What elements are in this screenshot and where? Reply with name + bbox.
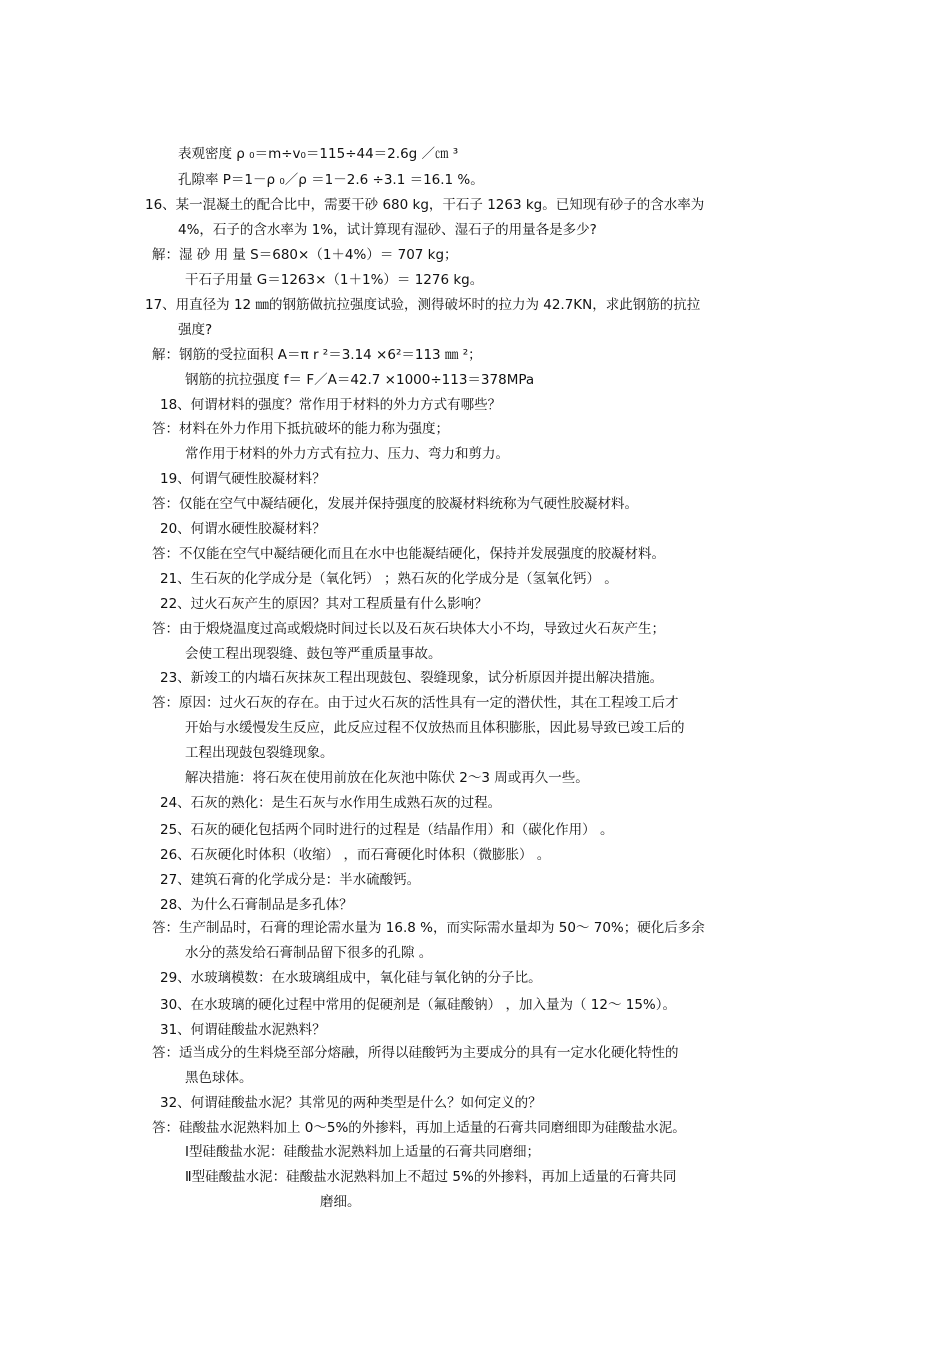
question-line: 31、何谓硅酸盐水泥熟料？ xyxy=(160,1022,326,1038)
answer-line: 答：原因：过火石灰的存在。由于过火石灰的活性具有一定的潜伏性，其在工程竣工后才 xyxy=(152,695,679,711)
text-line: 孔隙率 P＝1－ρ ₀／ρ ＝1－2.6 ÷3.1 ＝16.1 %。 xyxy=(178,172,484,188)
question-line: 30、在水玻璃的硬化过程中常用的促硬剂是（氟硅酸钠） ，加入量为（ 12～ 15%）。 xyxy=(160,997,676,1013)
question-line: 22、过火石灰产生的原因？其对工程质量有什么影响？ xyxy=(160,596,488,612)
question-line: 25、石灰的硬化包括两个同时进行的过程是（结晶作用）和（碳化作用） 。 xyxy=(160,822,614,838)
answer-line: Ⅰ型硅酸盐水泥：硅酸盐水泥熟料加上适量的石膏共同磨细； xyxy=(185,1144,540,1160)
answer-line: 会使工程出现裂缝、鼓包等严重质量事故。 xyxy=(185,646,442,662)
answer-line: 黑色球体。 xyxy=(185,1070,253,1086)
question-line: 28、为什么石膏制品是多孔体？ xyxy=(160,897,353,913)
answer-line: Ⅱ型硅酸盐水泥：硅酸盐水泥熟料加上不超过 5%的外掺料，再加上适量的石膏共同 xyxy=(185,1169,677,1185)
answer-line: 答：仅能在空气中凝结硬化，发展并保持强度的胶凝材料统称为气硬性胶凝材料。 xyxy=(152,496,638,512)
answer-line: 磨细。 xyxy=(320,1194,361,1210)
answer-line: 解决措施：将石灰在使用前放在化灰池中陈伏 2～3 周或再久一些。 xyxy=(185,770,589,786)
answer-line: 水分的蒸发给石膏制品留下很多的孔隙 。 xyxy=(185,945,433,961)
answer-line: 工程出现鼓包裂缝现象。 xyxy=(185,745,334,761)
answer-line: 开始与水缓慢发生反应，此反应过程不仅放热而且体积膨胀，因此易导致已竣工后的 xyxy=(185,720,685,736)
question-line: 23、新竣工的内墙石灰抹灰工程出现鼓包、裂缝现象，试分析原因并提出解决措施。 xyxy=(160,670,664,686)
answer-line: 答：硅酸盐水泥熟料加上 0～5%的外掺料，再加上适量的石膏共同磨细即为硅酸盐水泥。 xyxy=(152,1120,686,1136)
question-line: 24、石灰的熟化：是生石灰与水作用生成熟石灰的过程。 xyxy=(160,795,502,811)
question-line: 强度? xyxy=(178,322,213,338)
answer-line: 答：由于煅烧温度过高或煅烧时间过长以及石灰石块体大小不均，导致过火石灰产生； xyxy=(152,621,665,637)
question-line: 29、水玻璃模数：在水玻璃组成中，氧化硅与氧化钠的分子比。 xyxy=(160,970,542,986)
question-line: 20、何谓水硬性胶凝材料？ xyxy=(160,521,326,537)
question-line: 19、何谓气硬性胶凝材料？ xyxy=(160,471,326,487)
question-line: 16、某一混凝土的配合比中，需要干砂 680 kg，干石子 1263 kg。已知现有砂子的含水率为 xyxy=(145,197,705,213)
answer-line: 解：湿 砂 用 量 S＝680×（1＋4%）＝ 707 kg； xyxy=(152,247,458,263)
question-line: 27、建筑石膏的化学成分是：半水硫酸钙。 xyxy=(160,872,421,888)
answer-line: 答：不仅能在空气中凝结硬化而且在水中也能凝结硬化，保持并发展强度的胶凝材料。 xyxy=(152,546,665,562)
answer-line: 答：生产制品时，石膏的理论需水量为 16.8 %，而实际需水量却为 50～ 70%；硬化后多余 xyxy=(152,920,705,936)
answer-line: 钢筋的抗拉强度 f＝ F／A＝42.7 ×1000÷113＝378MPa xyxy=(185,372,535,388)
answer-line: 答：适当成分的生料烧至部分熔融，所得以硅酸钙为主要成分的具有一定水化硬化特性的 xyxy=(152,1045,679,1061)
text-line: 表观密度 ρ ₀＝m÷v₀＝115÷44＝2.6g ／㎝ ³ xyxy=(178,146,459,162)
question-line: 18、何谓材料的强度？常作用于材料的外力方式有哪些？ xyxy=(160,397,502,413)
question-line: 21、生石灰的化学成分是（氧化钙） ；熟石灰的化学成分是（氢氧化钙） 。 xyxy=(160,571,618,587)
answer-line: 常作用于材料的外力方式有拉力、压力、弯力和剪力。 xyxy=(185,446,509,462)
question-line: 17、用直径为 12 ㎜的钢筋做抗拉强度试验，测得破坏时的拉力为 42.7KN，求此钢筋的抗拉 xyxy=(145,297,701,313)
question-line: 26、石灰硬化时体积（收缩） ，而石膏硬化时体积（微膨胀） 。 xyxy=(160,847,551,863)
question-line: 32、何谓硅酸盐水泥？其常见的两种类型是什么？如何定义的？ xyxy=(160,1095,542,1111)
question-line: 4%，石子的含水率为 1%，试计算现有湿砂、湿石子的用量各是多少? xyxy=(178,222,597,238)
answer-line: 解：钢筋的受拉面积 A＝π r ²＝3.14 ×6²＝113 ㎜ ²； xyxy=(152,347,482,363)
answer-line: 答：材料在外力作用下抵抗破坏的能力称为强度； xyxy=(152,421,449,437)
answer-line: 干石子用量 G＝1263×（1＋1%）＝ 1276 kg。 xyxy=(185,272,484,288)
